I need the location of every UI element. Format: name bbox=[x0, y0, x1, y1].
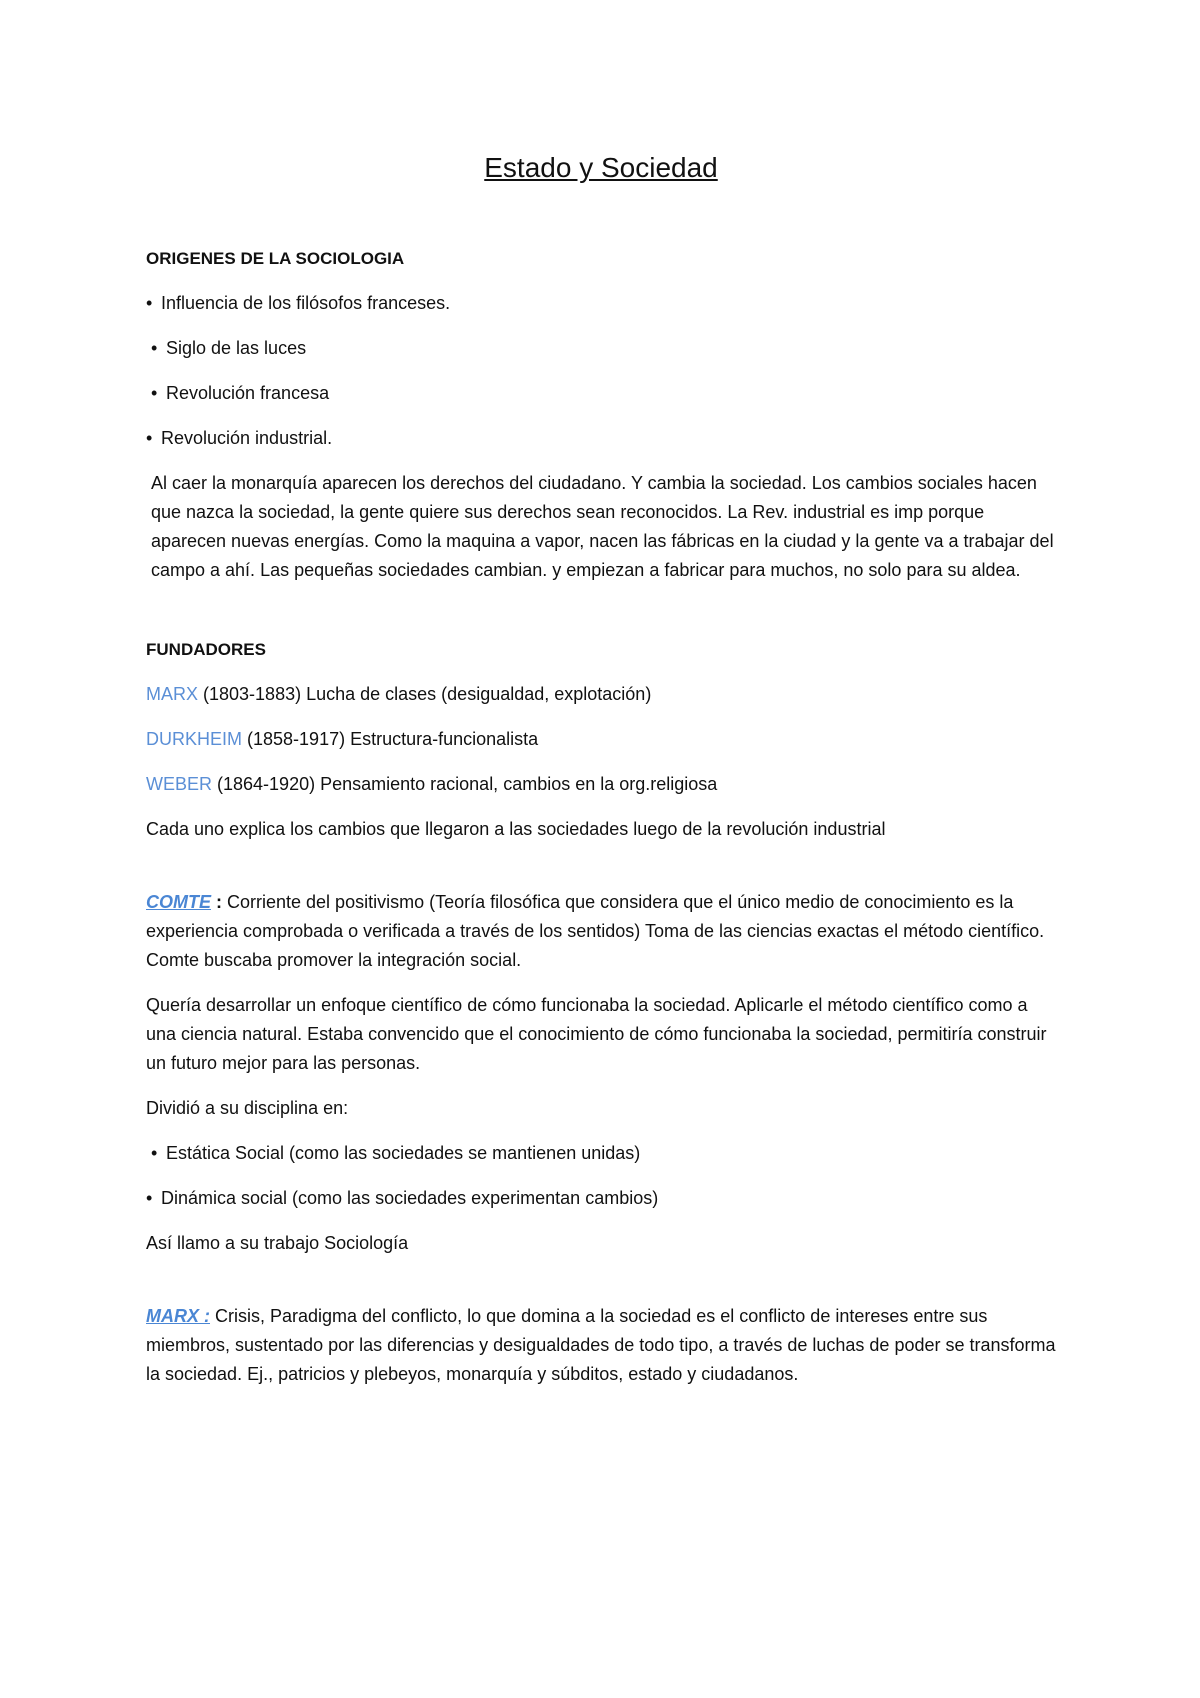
bullet-item bbox=[146, 1184, 1056, 1213]
founder-name: DURKHEIM bbox=[146, 729, 243, 749]
bullet-text: Influencia de los filósofos franceses. bbox=[161, 293, 451, 313]
fundadores-summary: Cada uno explica los cambios que llegaron a las sociedades luego de la revolución industrial bbox=[146, 819, 886, 839]
bullet-dot: • bbox=[151, 1143, 158, 1163]
section-heading-origenes: ORIGENES DE LA SOCIOLOGIA bbox=[146, 249, 405, 268]
document-content bbox=[146, 148, 1056, 1405]
comte-intro-paragraph bbox=[146, 888, 1056, 975]
comte-name-link[interactable]: COMTE bbox=[146, 892, 211, 912]
marx-paragraph bbox=[146, 1302, 1056, 1389]
bullet-dot: • bbox=[146, 293, 153, 313]
origenes-paragraph: Al caer la monarquía aparecen los derechos del ciudadano. Y cambia la sociedad. Los cambios sociales hacen que nazca la sociedad, la gente quiere sus derechos sean reconocidos. La Rev. industrial es imp porque aparecen nuevas energías. Como la maquina a vapor, nacen las fábricas en la ciudad y la gente va a trabajar del campo a ahí. Las pequeñas sociedades cambian. y empiezan a fabricar para muchos, no solo para su aldea. bbox=[151, 473, 1054, 580]
comte-intro-text: Corriente del positivismo (Teoría filosófica que considera que el único medio de conocimiento es la experiencia comprobada o verificada a través de los sentidos) Toma de las ciencias exactas el método científico. Comte buscaba promover la integración social. bbox=[146, 892, 1045, 970]
bullet-text: Dinámica social (como las sociedades experimentan cambios) bbox=[161, 1188, 659, 1208]
founder-item-durkheim bbox=[146, 725, 1056, 754]
founder-description: (1803-1883) Lucha de clases (desigualdad, explotación) bbox=[198, 684, 652, 704]
bullet-text: Revolución francesa bbox=[166, 383, 330, 403]
founder-name: WEBER bbox=[146, 774, 213, 794]
bullet-text: Estática Social (como las sociedades se mantienen unidas) bbox=[166, 1143, 641, 1163]
marx-name-link[interactable]: MARX : bbox=[146, 1306, 210, 1326]
comte-paragraph-2: Quería desarrollar un enfoque científico de cómo funcionaba la sociedad. Aplicarle el método científico como a una ciencia natural. Estaba convencido que el conocimiento de cómo funcionaba la sociedad, permitiría construir un futuro mejor para las personas. bbox=[146, 995, 1047, 1073]
bullet-text: Revolución industrial. bbox=[161, 428, 333, 448]
bullet-text: Siglo de las luces bbox=[166, 338, 307, 358]
comte-separator: : bbox=[211, 892, 222, 912]
bullet-item bbox=[146, 289, 1056, 318]
bullet-item bbox=[146, 334, 1056, 363]
bullet-dot: • bbox=[146, 1188, 153, 1208]
bullet-item bbox=[146, 1139, 1056, 1168]
comte-division-intro: Dividió a su disciplina en: bbox=[146, 1098, 349, 1118]
bullet-item bbox=[146, 379, 1056, 408]
founder-name: MARX bbox=[146, 684, 199, 704]
founder-description: (1864-1920) Pensamiento racional, cambios en la org.religiosa bbox=[212, 774, 718, 794]
founder-item-marx bbox=[146, 680, 1056, 709]
founder-description: (1858-1917) Estructura-funcionalista bbox=[242, 729, 539, 749]
bullet-dot: • bbox=[151, 383, 158, 403]
comte-closing: Así llamo a su trabajo Sociología bbox=[146, 1233, 409, 1253]
founder-item-weber bbox=[146, 770, 1056, 799]
document-title: Estado y Sociedad bbox=[484, 152, 718, 183]
marx-text: Crisis, Paradigma del conflicto, lo que domina a la sociedad es el conflicto de intereses entre sus miembros, sustentado por las diferencias y desigualdades de todo tipo, a través de luchas de poder se transforma la sociedad. Ej., patricios y plebeyos, monarquía y súbditos, estado y ciudadanos. bbox=[146, 1306, 1056, 1384]
bullet-dot: • bbox=[151, 338, 158, 358]
bullet-item bbox=[146, 424, 1056, 453]
section-heading-fundadores: FUNDADORES bbox=[146, 640, 266, 659]
bullet-dot: • bbox=[146, 428, 153, 448]
